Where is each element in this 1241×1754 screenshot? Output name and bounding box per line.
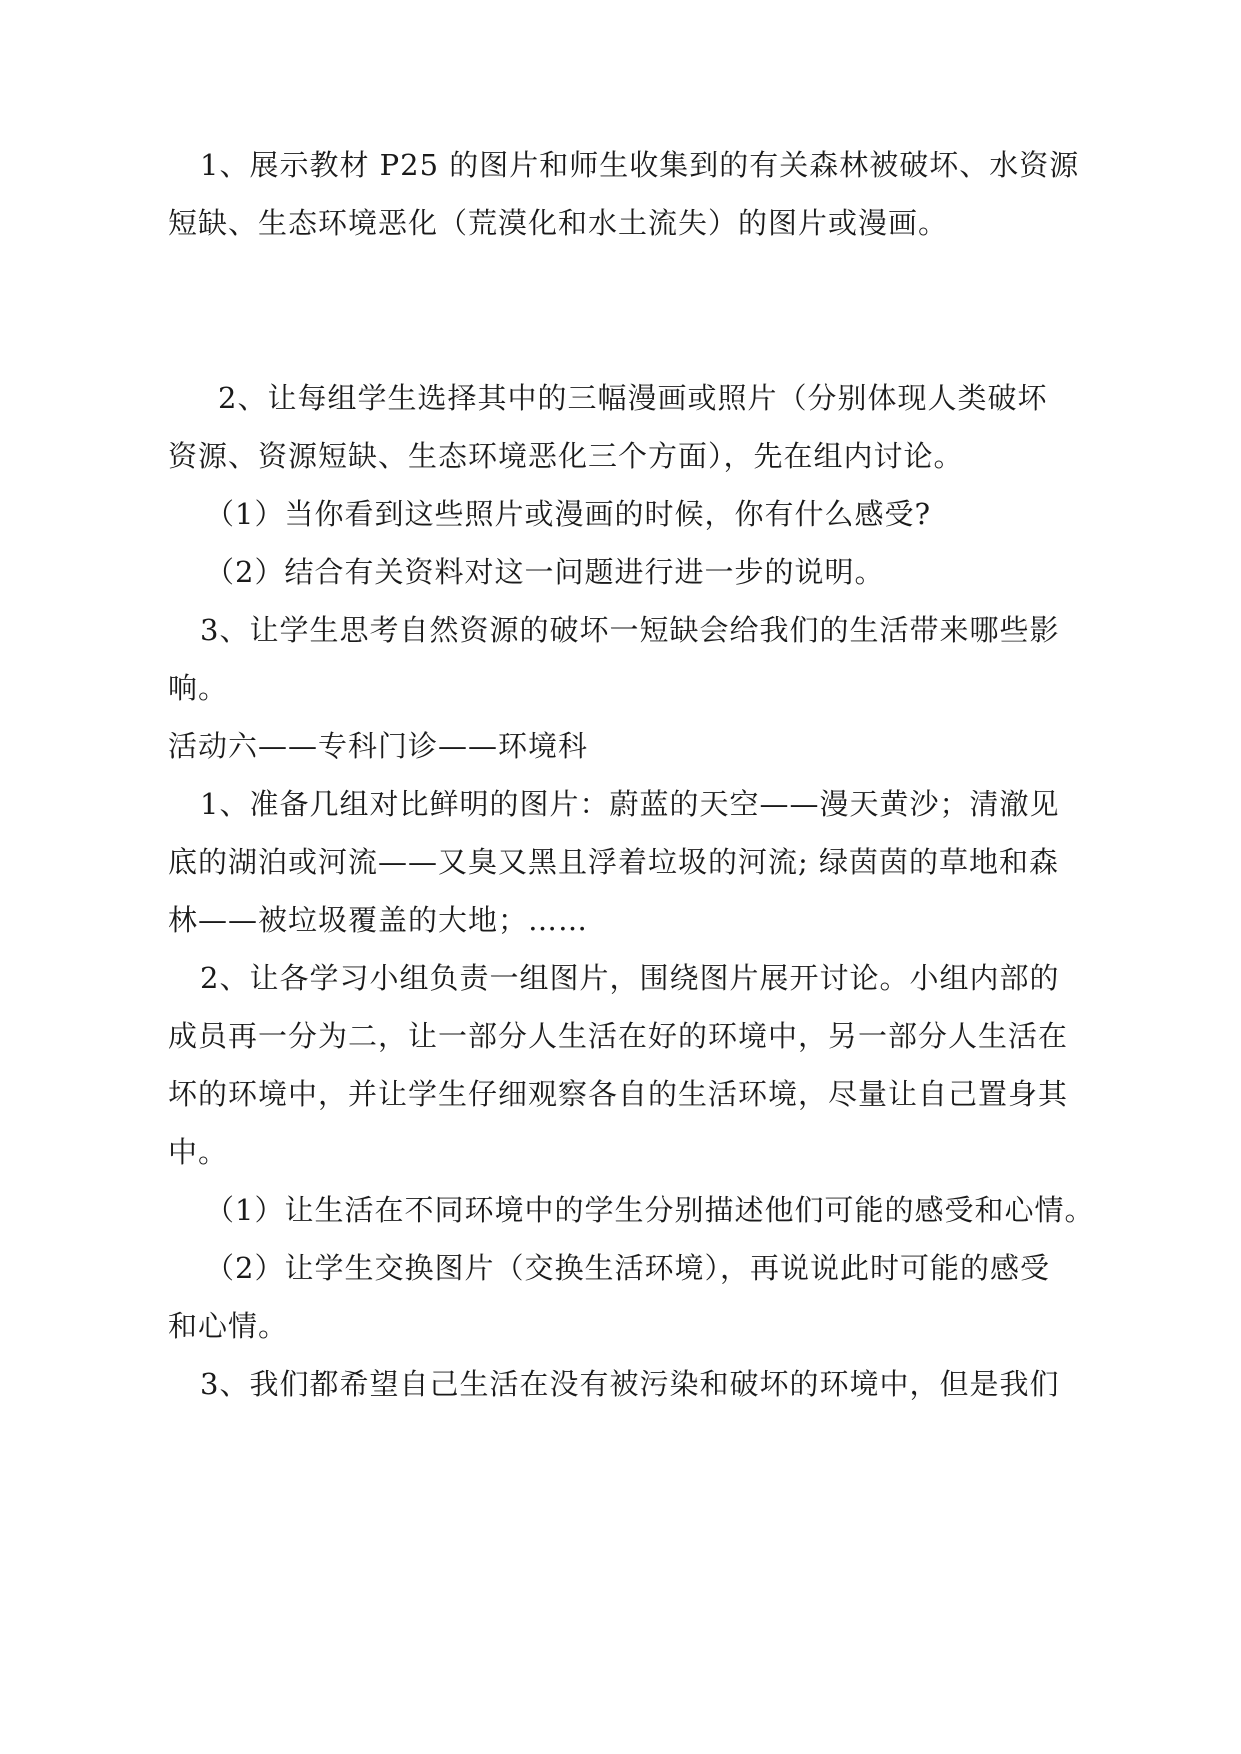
paragraph-line: （1）让生活在不同环境中的学生分别描述他们可能的感受和心情。 xyxy=(205,1193,1095,1227)
paragraph-line: 2、让每组学生选择其中的三幅漫画或照片（分别体现人类破坏 xyxy=(218,381,1048,415)
section-heading: 活动六——专科门诊——环境科 xyxy=(168,729,589,763)
paragraph-line: （2）结合有关资料对这一问题进行进一步的说明。 xyxy=(205,555,885,589)
paragraph-line: 短缺、生态环境恶化（荒漠化和水土流失）的图片或漫画。 xyxy=(168,206,949,240)
paragraph-line: 成员再一分为二，让一部分人生活在好的环境中，另一部分人生活在 xyxy=(168,1019,1069,1053)
paragraph-line: 坏的环境中，并让学生仔细观察各自的生活环境，尽量让自己置身其 xyxy=(168,1077,1069,1111)
paragraph-line: （1）当你看到这些照片或漫画的时候，你有什么感受? xyxy=(205,497,931,531)
paragraph-line: 3、让学生思考自然资源的破坏一短缺会给我们的生活带来哪些影 xyxy=(200,613,1060,647)
paragraph-line: 和心情。 xyxy=(168,1309,289,1343)
paragraph-line: 中。 xyxy=(168,1135,229,1169)
paragraph-line: （2）让学生交换图片（交换生活环境），再说说此时可能的感受 xyxy=(205,1251,1050,1285)
paragraph-line: 2、让各学习小组负责一组图片，围绕图片展开讨论。小组内部的 xyxy=(200,961,1060,995)
paragraph-line: 资源、资源短缺、生态环境恶化三个方面），先在组内讨论。 xyxy=(168,439,964,473)
paragraph-line: 3、我们都希望自己生活在没有被污染和破坏的环境中，但是我们 xyxy=(200,1367,1060,1401)
paragraph-line: 1、准备几组对比鲜明的图片：蔚蓝的天空——漫天黄沙；清澈见 xyxy=(200,787,1060,821)
paragraph-line: 底的湖泊或河流——又臭又黑且浮着垃圾的河流; 绿茵茵的草地和森 xyxy=(168,845,1059,879)
paragraph-line: 响。 xyxy=(168,671,229,705)
paragraph-line: 1、展示教材 P25 的图片和师生收集到的有关森林被破坏、水资源 xyxy=(200,148,1080,182)
paragraph-line: 林——被垃圾覆盖的大地；…… xyxy=(168,903,589,937)
